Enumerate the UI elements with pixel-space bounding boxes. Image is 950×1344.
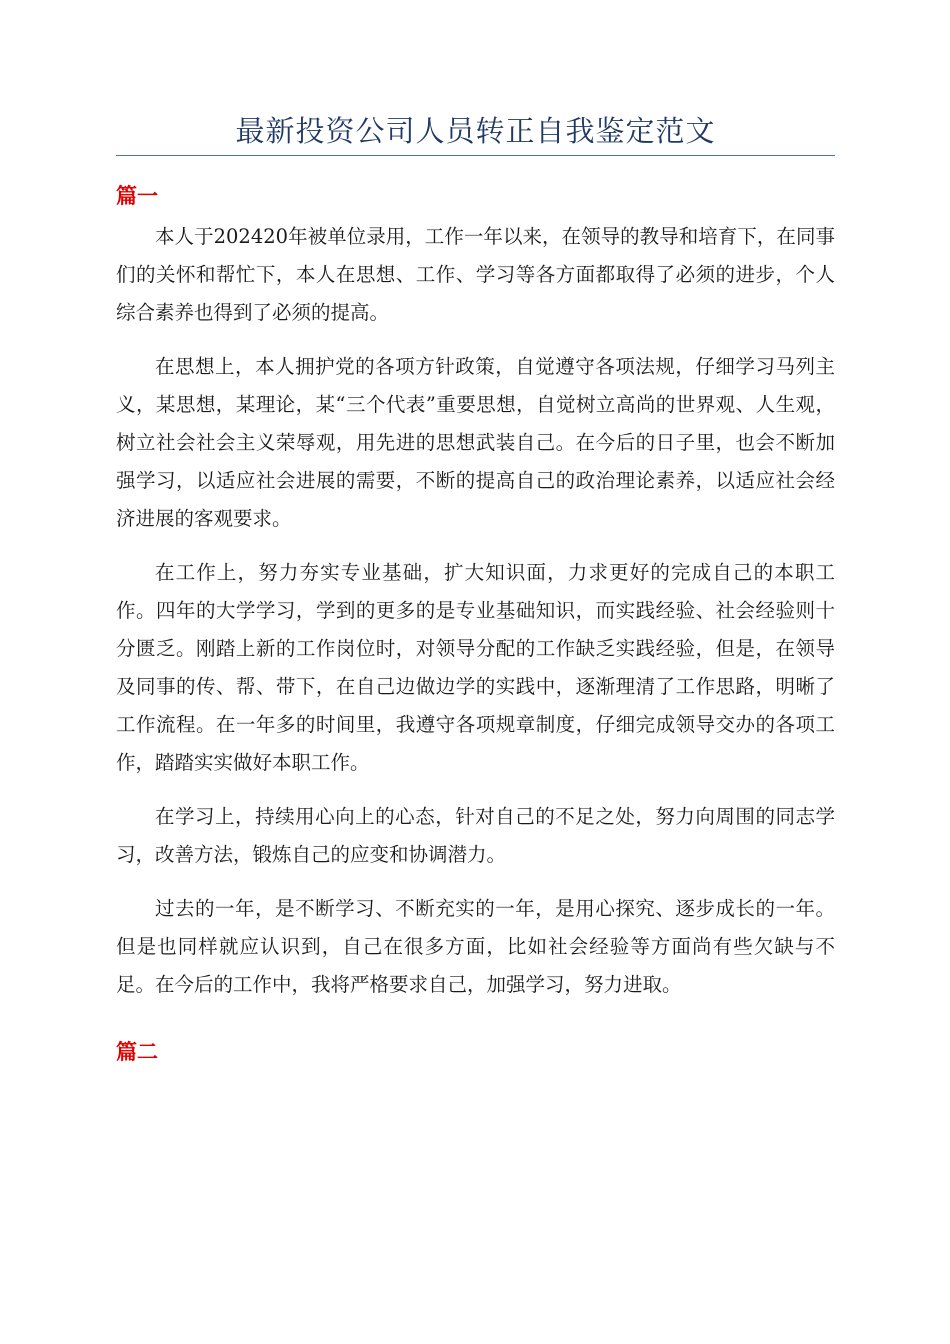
paragraph: 本人于202420年被单位录用，工作一年以来，在领导的教导和培育下，在同事们的关怀和帮忙下，本人在思想、工作、学习等各方面都取得了必须的进步，个人综合素养也得到了必须的提高。 bbox=[116, 225, 835, 324]
section-heading-2: 篇二 bbox=[116, 1040, 158, 1064]
title-underline bbox=[116, 155, 835, 156]
document-title: 最新投资公司人员转正自我鉴定范文 bbox=[235, 114, 716, 148]
section-heading-1: 篇一 bbox=[116, 184, 158, 208]
document-page bbox=[116, 108, 835, 1067]
paragraph: 过去的一年，是不断学习、不断充实的一年，是用心探究、逐步成长的一年。但是也同样就应认识到，自己在很多方面，比如社会经验等方面尚有些欠缺与不足。在今后的工作中，我将严格要求自己，加强学习，努力进取。 bbox=[116, 897, 835, 996]
paragraph: 在工作上，努力夯实专业基础，扩大知识面，力求更好的完成自己的本职工作。四年的大学学习，学到的更多的是专业基础知识，而实践经验、社会经验则十分匮乏。刚踏上新的工作岗位时，对领导分配的工作缺乏实践经验，但是，在领导及同事的传、帮、带下，在自己边做边学的实践中，逐渐理清了工作思路，明晰了工作流程。在一年多的时间里，我遵守各项规章制度，仔细完成领导交办的各项工作，踏踏实实做好本职工作。 bbox=[116, 561, 835, 774]
paragraph: 在思想上，本人拥护党的各项方针政策，自觉遵守各项法规，仔细学习马列主义，某思想，某理论，某“三个代表”重要思想，自觉树立高尚的世界观、人生观，树立社会社会主义荣辱观，用先进的思想武装自己。在今后的日子里，也会不断加强学习，以适应社会进展的需要，不断的提高自己的政治理论素养，以适应社会经济进展的客观要求。 bbox=[116, 355, 835, 530]
paragraph: 在学习上，持续用心向上的心态，针对自己的不足之处，努力向周围的同志学习，改善方法，锻炼自己的应变和协调潜力。 bbox=[116, 805, 835, 866]
